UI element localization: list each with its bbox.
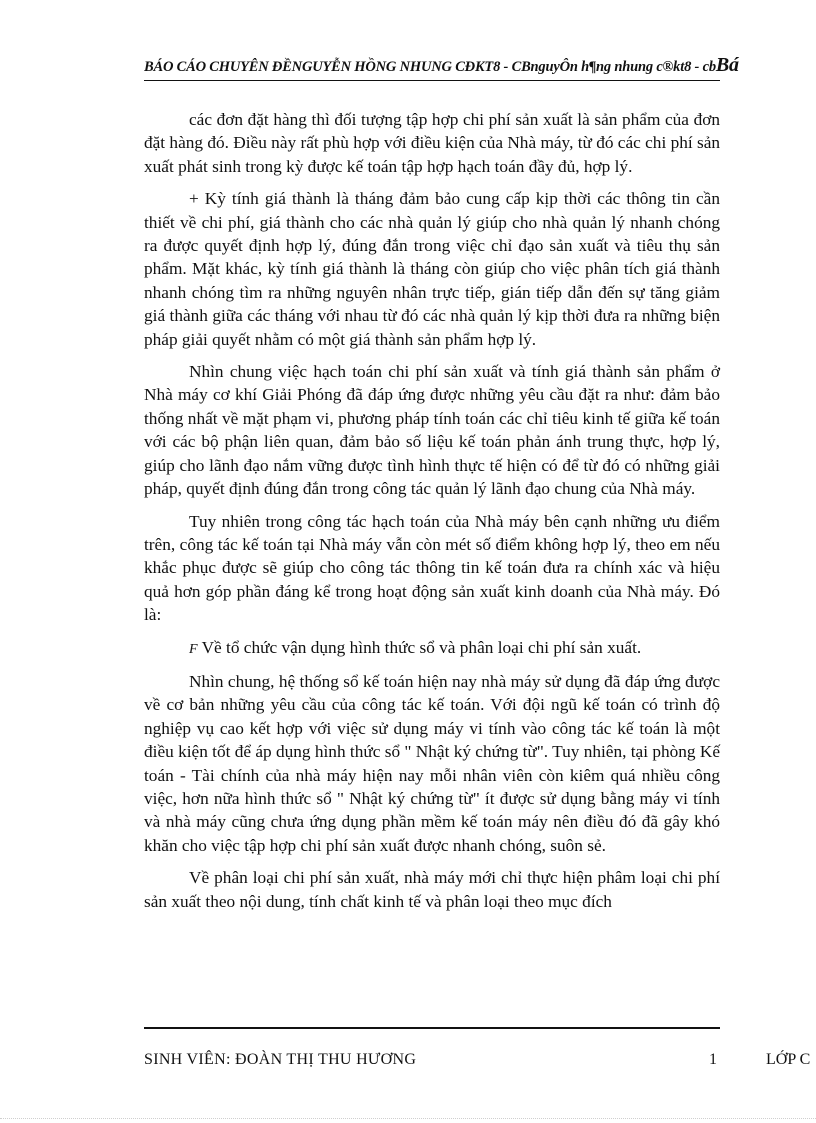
paragraph-ky-tinh-gia-thanh: + Kỳ tính giá thành là tháng đảm bảo cung cấp kịp thời các thông tin cần thiết về chi phí, giá thành cho các nhà quản lý giúp cho nhà quản lý nhanh chóng ra được quyết định hợp lý, đúng đắn trong việc chỉ đạo sản xuất và tiêu thụ sản phẩm. Mặt khác, kỳ tính giá thành là tháng còn giúp cho việc phân tích giá thành nhanh chóng tìm ra những nguyên nhân trực tiếp, gián tiếp dẫn đến sự tăng giảm giá thành giữa các tháng với nhau từ đó các nhà quản lý kịp thời đưa ra những biện pháp giải quyết nhằm có một giá thành sản phẩm hợp lý. [144,189,720,349]
header-tail: Bá [715,54,739,76]
student-name: SINH VIÊN: ĐOÀN THỊ THU HƯƠNG [144,1051,417,1068]
paragraph-he-thong-so: Nhìn chung, hệ thống sổ kế toán hiện nay nhà máy sử dụng đã đáp ứng được về cơ bản những yêu cầu của công tác kế toán. Với đội ngũ kế toán có trình độ nghiệp vụ cao kết hợp với việc sử dụng máy vi tính vào công tác kế toán là một điều kiện tốt để áp dụng hình thức sổ " Nhật ký chứng từ". Tuy nhiên, tại phòng Kế toán - Tài chính của nhà máy hiện nay mỗi nhân viên còn kiêm quá nhiều công việc, hơn nữa hình thức sổ " Nhật ký chứng từ" ít được sử dụng bằng máy vi tính và nhà máy cũng chưa ứng dụng phần mềm kế toán máy nên điều đó đã gây khó khăn cho việc tập hợp chi phí sản xuất được nhanh chóng, suôn sẻ. [144,671,720,855]
paragraph-nhin-chung: Nhìn chung việc hạch toán chi phí sản xuất và tính giá thành sản phẩm ở Nhà máy cơ khí Giải Phóng đã đáp ứng được những yêu cầu đặt ra như: đảm bảo thống nhất về mặt phạm vi, phương pháp tính toán các chỉ tiêu kinh tế giữa kế toán với các bộ phận liên quan, đảm bảo số liệu kế toán phản ánh trung thực, hợp lý, giúp cho lãnh đạo nắm vững được tình hình thực tế hiện có để từ đó có những giải pháp, quyết định đúng đắn trong công tác quản lý lãnh đạo chung của Nhà máy. [144,362,720,499]
header-text: BÁO CÁO CHUYÊN ĐỀNGUYỄN HỒNG NHUNG CĐKT8 - CBnguyÔn h¶ng nhung c®kt8 - cb [144,59,716,75]
paragraph-phan-loai: Về phân loại chi phí sản xuất, nhà máy mới chỉ thực hiện phâm loại chi phí sản xuất theo nội dung, tính chất kinh tế và phân loại theo mục đích [144,868,720,911]
bullet-heading-text: Về tổ chức vận dụng hình thức sổ và phân loại chi phí sản xuất. [201,637,642,657]
paragraph-tuy-nhien: Tuy nhiên trong công tác hạch toán của Nhà máy bên cạnh những ưu điểm trên, công tác kế toán tại Nhà máy vẫn còn mét số điểm không hợp lý, theo em nếu khắc phục được sẽ giúp cho công tác thông tin kế toán đưa ra chính xác và hiệu quả hơn góp phần đáng kể trong hoạt động sản xuất kinh doanh của Nhà máy. Đó là: [144,511,720,625]
page-header [144,54,816,77]
pointing-hand-icon: F [189,641,198,657]
bullet-heading [144,636,720,661]
document-body [144,108,720,913]
page-number: 1 [709,1051,717,1068]
header-divider [144,80,720,81]
class-label: LỚP C [766,1051,811,1068]
paragraph-continuation: các đơn đặt hàng thì đối tượng tập hợp chi phí sản xuất là sản phẩm của đơn đặt hàng đó. Điều này rất phù hợp với điều kiện của Nhà máy, từ đó các chi phí sản xuất phát sinh trong kỳ được kế toán tập hợp hạch toán đầy đủ, hợp lý. [144,110,721,176]
footer-divider [144,1027,720,1029]
page-footer [0,1051,816,1075]
page-edge-divider [0,1118,816,1119]
